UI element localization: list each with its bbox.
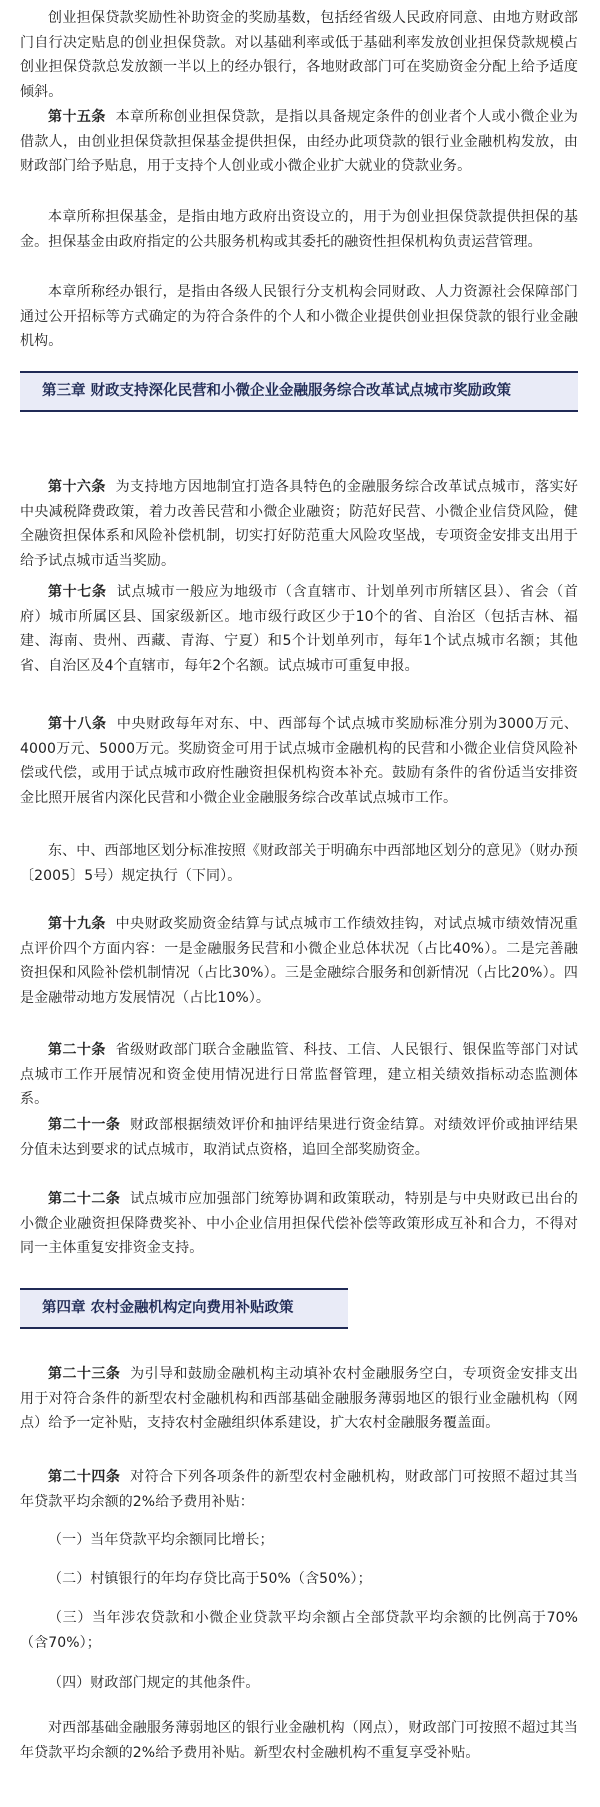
article-number: 第二十四条 bbox=[48, 1469, 121, 1485]
condition-1 bbox=[20, 1528, 578, 1553]
article-19 bbox=[20, 912, 578, 1010]
article-text: 省级财政部门联合金融监管、科技、工信、人民银行、银保监等部门对试点城市工作开展情况和资金使用情况进行日常监督管理，建立相关绩效指标动态监测体系。 bbox=[20, 1042, 578, 1107]
paragraph-region-standard bbox=[20, 839, 578, 888]
chapter-4-heading bbox=[20, 1288, 348, 1329]
article-number: 第十五条 bbox=[48, 109, 106, 125]
article-number: 第十九条 bbox=[48, 916, 106, 932]
article-number: 第二十一条 bbox=[48, 1117, 121, 1133]
article-22 bbox=[20, 1187, 578, 1261]
paragraph-west-subsidy bbox=[20, 1716, 578, 1765]
article-text: 中央财政奖励资金结算与试点城市工作绩效挂钩，对试点城市绩效情况重点评价四个方面内容：一是金融服务民营和小微企业总体状况（占比40%）。二是完善融资担保和风险补偿机制情况（占比30%）。三是金融综合服务和创新情况（占比20%）。四是金融带动地方发展情况（占比10%）。 bbox=[20, 916, 578, 1006]
article-text: 本章所称创业担保贷款，是指以具备规定条件的创业者个人或小微企业为借款人，由创业担保贷款担保基金提供担保，由经办此项贷款的银行业金融机构发放，由财政部门给予贴息，用于支持个人创业或小微企业扩大就业的贷款业务。 bbox=[20, 109, 578, 174]
condition-3 bbox=[20, 1606, 578, 1655]
condition-2 bbox=[20, 1567, 578, 1592]
paragraph-text: 本章所称经办银行，是指由各级人民银行分支机构会同财政、人力资源社会保障部门通过公开招标等方式确定的为符合条件的个人和小微企业提供创业担保贷款的银行业金融机构。 bbox=[20, 284, 578, 349]
article-number: 第二十三条 bbox=[48, 1366, 121, 1382]
paragraph-handling-bank bbox=[20, 280, 578, 354]
article-18 bbox=[20, 712, 578, 810]
article-16 bbox=[20, 475, 578, 573]
article-number: 第二十二条 bbox=[48, 1191, 121, 1207]
condition-text: （二）村镇银行的年均存贷比高于50%（含50%）； bbox=[48, 1571, 372, 1587]
article-number: 第十八条 bbox=[48, 716, 107, 732]
condition-4 bbox=[20, 1671, 578, 1696]
condition-text: （四）财政部门规定的其他条件。 bbox=[48, 1675, 260, 1691]
article-text: 为引导和鼓励金融机构主动填补农村金融服务空白，专项资金安排支出用于对符合条件的新型农村金融机构和西部基础金融服务薄弱地区的银行业金融机构（网点）给予一定补贴，支持农村金融组织体系建设，扩大农村金融服务覆盖面。 bbox=[20, 1366, 578, 1431]
article-20 bbox=[20, 1038, 578, 1112]
article-text: 对符合下列各项条件的新型农村金融机构，财政部门可按照不超过其当年贷款平均余额的2%给予费用补贴： bbox=[20, 1469, 578, 1510]
chapter-title: 第三章 财政支持深化民营和小微企业金融服务综合改革试点城市奖励政策 bbox=[42, 383, 512, 399]
article-number: 第二十条 bbox=[48, 1042, 106, 1058]
article-text: 试点城市一般应为地级市（含直辖市、计划单列市所辖区县）、省会（首府）城市所属区县、国家级新区。地市级行政区少于10个的省、自治区（包括吉林、福建、海南、贵州、西藏、青海、宁夏）和5个计划单列市，每年1个试点城市名额；其他省、自治区及4个直辖市，每年2个名额。试点城市可重复申报。 bbox=[20, 584, 578, 674]
chapter-title: 第四章 农村金融机构定向费用补贴政策 bbox=[42, 1300, 294, 1316]
article-24 bbox=[20, 1465, 578, 1514]
paragraph-text: 本章所称担保基金，是指由地方政府出资设立的，用于为创业担保贷款提供担保的基金。担保基金由政府指定的公共服务机构或其委托的融资性担保机构负责运营管理。 bbox=[20, 209, 578, 250]
article-15 bbox=[20, 105, 578, 179]
article-number: 第十七条 bbox=[48, 584, 107, 600]
article-text: 中央财政每年对东、中、西部每个试点城市奖励标准分别为3000万元、4000万元、5000万元。奖励资金可用于试点城市金融机构的民营和小微企业信贷风险补偿或代偿，或用于试点城市政府性融资担保机构资本补充。鼓励有条件的省份适当安排资金比照开展省内深化民营和小微企业金融服务综合改革试点城市工作。 bbox=[20, 716, 578, 806]
article-21 bbox=[20, 1113, 578, 1162]
article-17 bbox=[20, 580, 578, 678]
condition-text: （三）当年涉农贷款和小微企业贷款平均余额占全部贷款平均余额的比例高于70%（含70%）； bbox=[20, 1610, 578, 1651]
article-text: 为支持地方因地制宜打造各具特色的金融服务综合改革试点城市，落实好中央减税降费政策，着力改善民营和小微企业融资；防范好民营、小微企业信贷风险，健全融资担保体系和风险补偿机制，切实打好防范重大风险攻坚战，专项资金安排支出用于给予试点城市适当奖励。 bbox=[20, 479, 578, 569]
paragraph-text: 创业担保贷款奖励性补助资金的奖励基数，包括经省级人民政府同意、由地方财政部门自行决定贴息的创业担保贷款。对以基础利率或低于基础利率发放创业担保贷款规模占创业担保贷款总发放额一半以上的经办银行，各地财政部门可在奖励资金分配上给予适度倾斜。 bbox=[20, 10, 578, 100]
article-text: 试点城市应加强部门统筹协调和政策联动，特别是与中央财政已出台的小微企业融资担保降费奖补、中小企业信用担保代偿补偿等政策形成互补和合力，不得对同一主体重复安排资金支持。 bbox=[20, 1191, 578, 1256]
article-23 bbox=[20, 1362, 578, 1436]
paragraph-text: 东、中、西部地区划分标准按照《财政部关于明确东中西部地区划分的意见》（财办预〔2005〕5号）规定执行（下同）。 bbox=[20, 843, 578, 884]
chapter-3-heading bbox=[20, 371, 578, 412]
article-number: 第十六条 bbox=[48, 479, 106, 495]
paragraph-guarantee-fund bbox=[20, 205, 578, 254]
paragraph-reward-base bbox=[20, 6, 578, 104]
article-text: 财政部根据绩效评价和抽评结果进行资金结算。对绩效评价或抽评结果分值未达到要求的试点城市，取消试点资格，追回全部奖励资金。 bbox=[20, 1117, 578, 1158]
condition-text: （一）当年贷款平均余额同比增长； bbox=[48, 1532, 274, 1548]
paragraph-text: 对西部基础金融服务薄弱地区的银行业金融机构（网点），财政部门可按照不超过其当年贷款平均余额的2%给予费用补贴。新型农村金融机构不重复享受补贴。 bbox=[20, 1720, 578, 1761]
